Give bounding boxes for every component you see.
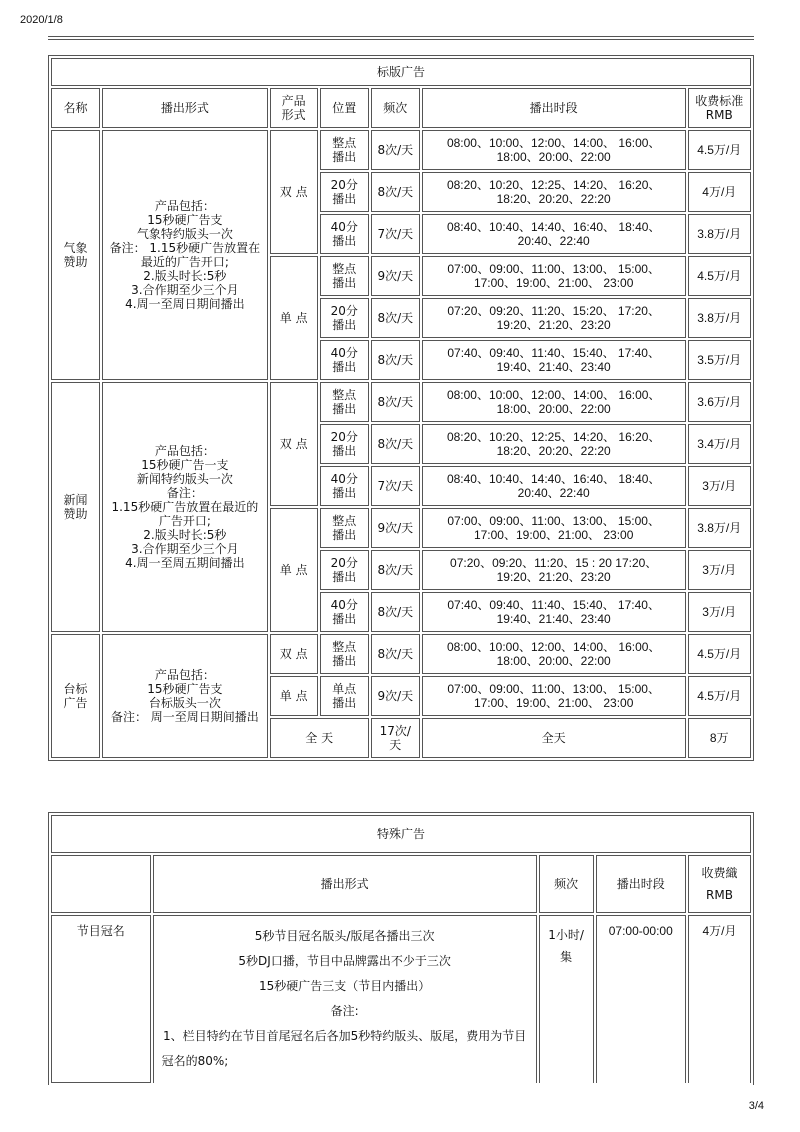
price-cell: 3万/月 <box>688 550 751 590</box>
station-double-form: 双 点 <box>270 634 318 674</box>
frequency-cell: 8次/天 <box>371 634 420 674</box>
desc-line: 备注: <box>330 1004 359 1018</box>
position-cell: 40分 播出 <box>320 466 369 506</box>
price-cell: 4.5万/月 <box>688 130 751 170</box>
position-cell: 40分 播出 <box>320 340 369 380</box>
desc-line: 5秒DJ口播，节目中品牌露出不少于三次 <box>238 954 451 968</box>
time-slots-cell: 08:40、10:40、14:40、16:40、 18:40、 20:40、22:40 <box>422 466 686 506</box>
time-slots-cell: 08:40、10:40、14:40、16:40、 18:40、 20:40、22:40 <box>422 214 686 254</box>
special-header-row <box>51 855 751 913</box>
frequency-cell: 7次/天 <box>371 214 420 254</box>
header-position: 位置 <box>320 88 369 128</box>
top-divider <box>48 36 754 40</box>
station-allday-form: 全 天 <box>270 718 369 758</box>
station-single-form: 单 点 <box>270 676 318 716</box>
frequency-cell: 8次/天 <box>371 550 420 590</box>
position-cell: 整点 播出 <box>320 130 369 170</box>
price-cell: 3.8万/月 <box>688 214 751 254</box>
price-cell: 3.4万/月 <box>688 424 751 464</box>
weather-single-form: 单 点 <box>270 256 318 380</box>
time-slots-cell: 07:40、09:40、11:40、15:40、 17:40、 19:40、21:40、23:40 <box>422 592 686 632</box>
special-ad-table <box>48 812 754 1085</box>
time-slots-cell: 08:00、10:00、12:00、14:00、 16:00、 18:00、20:00、22:00 <box>422 634 686 674</box>
desc-line: 1、栏目特约在节目首尾冠名后各加5秒特约版头、版尾，费用为节目 <box>162 1029 527 1043</box>
price-cell: 3.5万/月 <box>688 340 751 380</box>
print-date: 2020/1/8 <box>20 14 63 26</box>
position-cell: 20分 播出 <box>320 172 369 212</box>
table-row <box>51 915 751 1083</box>
time-slots-cell: 07:40、09:40、11:40、15:40、 17:40、 19:40、21:40、23:40 <box>422 340 686 380</box>
time-slots-cell: 07:00-00:00 <box>596 915 686 1083</box>
frequency-cell: 8次/天 <box>371 172 420 212</box>
standard-ad-table <box>48 55 754 761</box>
price-cell: 4.5万/月 <box>688 634 751 674</box>
header-product-form: 产品 形式 <box>270 88 318 128</box>
price-cell: 3.8万/月 <box>688 508 751 548</box>
special-description <box>153 915 537 1083</box>
frequency-cell: 9次/天 <box>371 508 420 548</box>
time-slots-cell: 07:20、09:20、11:20、15:20、 17:20、 19:20、21:20、23:20 <box>422 298 686 338</box>
table-row <box>51 130 751 170</box>
time-slots-cell: 07:00、09:00、11:00、13:00、 15:00、 17:00、19:00、21:00、 23:00 <box>422 676 686 716</box>
frequency-cell: 9次/天 <box>371 256 420 296</box>
time-slots-cell: 08:20、10:20、12:25、14:20、 16:20、 18:20、20:20、22:20 <box>422 172 686 212</box>
frequency-cell: 7次/天 <box>371 466 420 506</box>
weather-name: 气象 赞助 <box>51 130 100 380</box>
desc-line: 冠名的80%; <box>161 1054 229 1068</box>
position-cell: 单点 播出 <box>320 676 369 716</box>
time-slots-cell: 07:00、09:00、11:00、13:00、 15:00、 17:00、19:00、21:00、 23:00 <box>422 256 686 296</box>
header-broadcast-form: 播出形式 <box>102 88 268 128</box>
price-cell: 3.6万/月 <box>688 382 751 422</box>
standard-table-title: 标版广告 <box>51 58 751 86</box>
page-number: 3/4 <box>748 1100 764 1112</box>
header-frequency: 频次 <box>539 855 594 913</box>
frequency-cell: 8次/天 <box>371 298 420 338</box>
time-slots-cell: 07:00、09:00、11:00、13:00、 15:00、 17:00、19:00、21:00、 23:00 <box>422 508 686 548</box>
price-cell: 8万 <box>688 718 751 758</box>
frequency-cell: 8次/天 <box>371 130 420 170</box>
position-cell: 整点 播出 <box>320 382 369 422</box>
time-slots-cell: 07:20、09:20、11:20、15 : 20 17:20、 19:20、21:20、23:20 <box>422 550 686 590</box>
position-cell: 20分 播出 <box>320 424 369 464</box>
header-empty <box>51 855 151 913</box>
price-cell: 4.5万/月 <box>688 676 751 716</box>
price-cell: 4万/月 <box>688 172 751 212</box>
position-cell: 20分 播出 <box>320 298 369 338</box>
frequency-cell: 9次/天 <box>371 676 420 716</box>
news-double-form: 双 点 <box>270 382 318 506</box>
frequency-cell: 1小时/ 集 <box>539 915 594 1083</box>
time-slots-cell: 全天 <box>422 718 686 758</box>
position-cell: 整点 播出 <box>320 634 369 674</box>
header-time-slots: 播出时段 <box>596 855 686 913</box>
position-cell: 20分 播出 <box>320 550 369 590</box>
weather-description: 产品包括： 15秒硬广告支 气象特约版头一次 备注： 1.15秒硬广告放置在 最近的广告开口; 2.版头时长:5秒 3.合作期至少三个月 4.周一至周日期间播出 <box>102 130 268 380</box>
frequency-cell: 8次/天 <box>371 382 420 422</box>
special-table-title: 特殊广告 <box>51 815 751 853</box>
news-single-form: 单 点 <box>270 508 318 632</box>
position-cell: 40分 播出 <box>320 214 369 254</box>
position-cell: 40分 播出 <box>320 592 369 632</box>
news-name: 新闻 赞助 <box>51 382 100 632</box>
standard-header-row <box>51 88 751 128</box>
frequency-cell: 8次/天 <box>371 340 420 380</box>
station-description: 产品包括： 15秒硬广告支 台标版头一次 备注： 周一至周日期间播出 <box>102 634 268 758</box>
weather-double-form: 双 点 <box>270 130 318 254</box>
header-price: 收费标准 RMB <box>688 88 751 128</box>
frequency-cell: 17次/ 天 <box>371 718 420 758</box>
price-cell: 3万/月 <box>688 466 751 506</box>
news-description: 产品包括： 15秒硬广告一支 新闻特约版头一次 备注： 1.15秒硬广告放置在最近的 广告开口; 2.版头时长:5秒 3.合作期至少三个月 4.周一至周五期间播出 <box>102 382 268 632</box>
frequency-cell: 8次/天 <box>371 424 420 464</box>
special-name: 节目冠名 <box>51 915 151 1083</box>
price-cell: 3.8万/月 <box>688 298 751 338</box>
header-time-slots: 播出时段 <box>422 88 686 128</box>
desc-line: 15秒硬广告三支（节目内播出） <box>258 979 431 993</box>
price-cell: 4万/月 <box>688 915 751 1083</box>
header-frequency: 频次 <box>371 88 420 128</box>
table-row <box>51 634 751 674</box>
price-cell: 3万/月 <box>688 592 751 632</box>
price-cell: 4.5万/月 <box>688 256 751 296</box>
time-slots-cell: 08:00、10:00、12:00、14:00、 16:00、 18:00、20:00、22:00 <box>422 130 686 170</box>
header-name: 名称 <box>51 88 100 128</box>
position-cell: 整点 播出 <box>320 508 369 548</box>
time-slots-cell: 08:20、10:20、12:25、14:20、 16:20、 18:20、20:20、22:20 <box>422 424 686 464</box>
station-name: 台标 广告 <box>51 634 100 758</box>
position-cell: 整点 播出 <box>320 256 369 296</box>
table-row <box>51 382 751 422</box>
header-price: 收费織 RMB <box>688 855 751 913</box>
desc-line: 5秒节目冠名版头/版尾各播出三次 <box>254 929 435 943</box>
header-broadcast-form: 播出形式 <box>153 855 537 913</box>
frequency-cell: 8次/天 <box>371 592 420 632</box>
time-slots-cell: 08:00、10:00、12:00、14:00、 16:00、 18:00、20:00、22:00 <box>422 382 686 422</box>
